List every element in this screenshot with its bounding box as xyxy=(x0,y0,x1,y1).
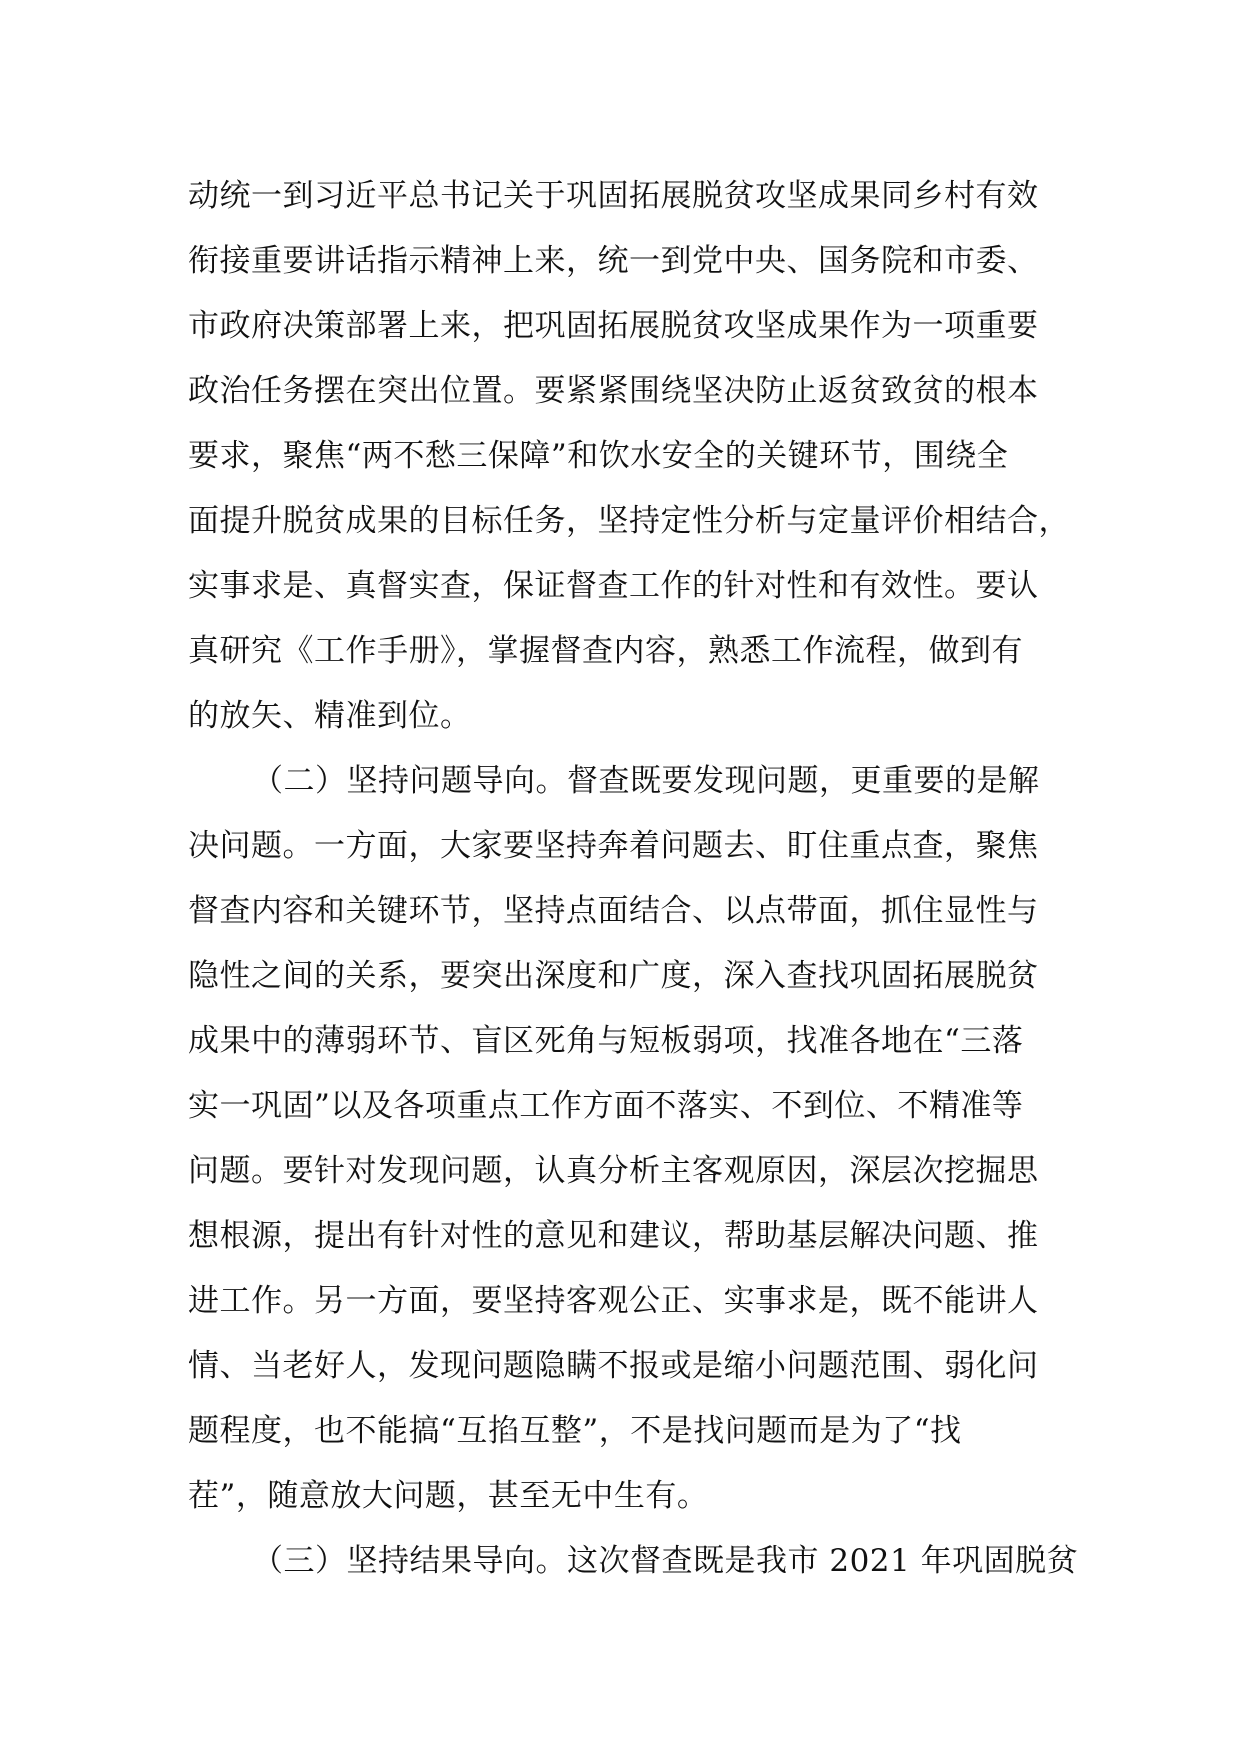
text-line: 隐性之间的关系，要突出深度和广度，深入查找巩固拓展脱贫 xyxy=(188,958,1039,994)
text-line: 市政府决策部署上来，把巩固拓展脱贫攻坚成果作为一项重要 xyxy=(188,308,1039,344)
text-line: 问题。要针对发现问题，认真分析主客观原因，深层次挖掘思 xyxy=(188,1153,1039,1189)
text-line: 题程度，也不能搞“互掐互整”，不是找问题而是为了“找 xyxy=(188,1413,962,1449)
text-line: 政治任务摆在突出位置。要紧紧围绕坚决防止返贫致贫的根本 xyxy=(188,373,1039,409)
text-line: 成果中的薄弱环节、盲区死角与短板弱项，找准各地在“三落 xyxy=(188,1023,1024,1059)
text-line: 想根源，提出有针对性的意见和建议，帮助基层解决问题、推 xyxy=(188,1218,1039,1254)
text-line: 动统一到习近平总书记关于巩固拓展脱贫攻坚成果同乡村有效 xyxy=(188,178,1039,214)
text-line: 要求，聚焦“两不愁三保障”和饮水安全的关键环节，围绕全 xyxy=(188,438,1009,474)
text-line: 的放矢、精准到位。 xyxy=(188,698,472,734)
text-line: 实事求是、真督实查，保证督查工作的针对性和有效性。要认 xyxy=(188,568,1039,604)
text-line: 督查内容和关键环节，坚持点面结合、以点带面，抓住显性与 xyxy=(188,893,1039,929)
text-line: 衔接重要讲话指示精神上来，统一到党中央、国务院和市委、 xyxy=(188,243,1039,279)
text-line: 面提升脱贫成果的目标任务，坚持定性分析与定量评价相结合， xyxy=(188,503,1070,539)
body-text xyxy=(188,164,1079,1594)
text-line: 进工作。另一方面，要坚持客观公正、实事求是，既不能讲人 xyxy=(188,1283,1039,1319)
text-line: 情、当老好人，发现问题隐瞒不报或是缩小问题范围、弱化问 xyxy=(188,1348,1039,1384)
section-heading-line: （二）坚持问题导向。督查既要发现问题，更重要的是解 xyxy=(252,763,1040,799)
text-line: 真研究《工作手册》，掌握督查内容，熟悉工作流程，做到有 xyxy=(188,633,1023,669)
text-line: 茬”，随意放大问题，甚至无中生有。 xyxy=(188,1478,709,1514)
text-line: 决问题。一方面，大家要坚持奔着问题去、盯住重点查，聚焦 xyxy=(188,828,1039,864)
text-line: 实一巩固”以及各项重点工作方面不落实、不到位、不精准等 xyxy=(188,1088,1024,1124)
section-heading-line: （三）坚持结果导向。这次督查既是我市 2021 年巩固脱贫 xyxy=(252,1543,1079,1579)
